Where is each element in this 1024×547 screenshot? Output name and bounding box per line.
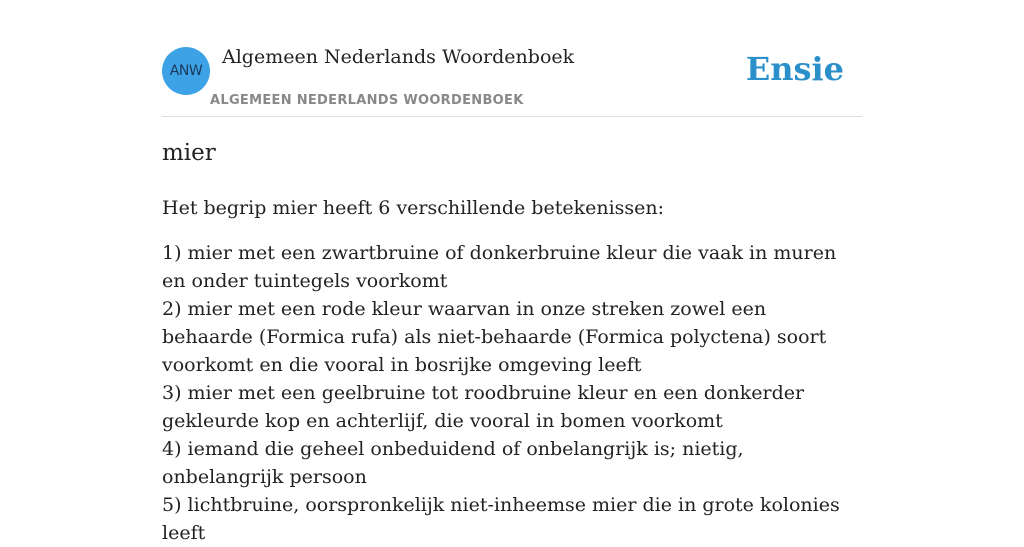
source-title[interactable]: Algemeen Nederlands Woordenboek <box>222 46 575 68</box>
entry-intro: Het begrip mier heeft 6 verschillende betekenissen: <box>162 197 665 219</box>
definition-list <box>162 239 862 547</box>
definition-item: 5) lichtbruine, oorspronkelijk niet-inheemse mier die in grote kolonies leeft <box>162 494 840 544</box>
source-subtitle: ALGEMEEN NEDERLANDS WOORDENBOEK <box>210 93 524 108</box>
entry-word: mier <box>162 140 216 166</box>
definition-item: 4) iemand die geheel onbeduidend of onbelangrijk is; nietig, onbelangrijk persoon <box>162 438 744 488</box>
source-header <box>162 0 862 117</box>
page-container <box>162 0 862 544</box>
definition-item: 2) mier met een rode kleur waarvan in onze streken zowel een behaarde (Formica rufa) als niet-behaarde (Formica polyctena) soort voorkomt en die vooral in bosrijke omgeving leeft <box>162 298 827 376</box>
anw-logo[interactable]: ANW <box>162 47 210 95</box>
ensie-brand-logo[interactable]: Ensie <box>745 50 844 88</box>
definition-item: 1) mier met een zwartbruine of donkerbruine kleur die vaak in muren en onder tuintegels voorkomt <box>162 242 837 292</box>
definition-item: 3) mier met een geelbruine tot roodbruine kleur en een donkerder gekleurde kop en achterlijf, die vooral in bomen voorkomt <box>162 382 805 432</box>
